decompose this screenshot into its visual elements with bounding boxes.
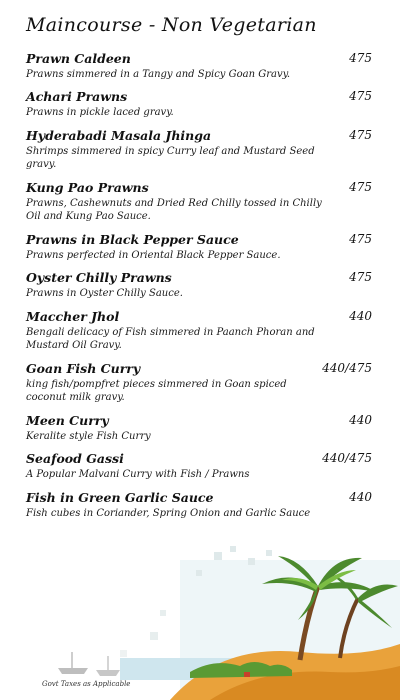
page-title: Maincourse - Non Vegetarian xyxy=(26,14,317,36)
menu-item xyxy=(26,51,376,81)
menu-item xyxy=(26,89,376,119)
menu-item xyxy=(26,490,376,520)
item-description: Keralite style Fish Curry xyxy=(26,431,151,442)
item-description: Prawns simmered in a Tangy and Spicy Goan Gravy. xyxy=(26,69,291,80)
menu-item xyxy=(26,180,376,223)
item-name: Meen Curry xyxy=(26,413,109,428)
item-name: Goan Fish Curry xyxy=(26,361,141,376)
item-price: 440/475 xyxy=(322,451,372,465)
item-description: king fish/pompfret pieces simmered in Goan spiced coconut milk gravy. xyxy=(26,379,287,403)
item-description: Shrimps simmered in spicy Curry leaf and Mustard Seed gravy. xyxy=(26,146,315,170)
item-price: 440/475 xyxy=(322,361,372,375)
item-name: Prawns in Black Pepper Sauce xyxy=(26,232,239,247)
menu-item xyxy=(26,451,376,481)
item-price: 475 xyxy=(349,270,372,284)
item-description: Prawns perfected in Oriental Black Pepper Sauce. xyxy=(26,250,281,261)
item-price: 440 xyxy=(349,309,372,323)
menu-item xyxy=(26,232,376,262)
item-name: Hyderabadi Masala Jhinga xyxy=(26,128,212,143)
item-name: Maccher Jhol xyxy=(26,309,120,324)
item-name: Oyster Chilly Prawns xyxy=(26,270,172,285)
item-name: Prawn Caldeen xyxy=(26,51,131,66)
item-price: 475 xyxy=(349,180,372,194)
item-description: Prawns in Oyster Chilly Sauce. xyxy=(26,288,183,299)
menu-item xyxy=(26,309,376,352)
footer-note: Govt Taxes as Applicable xyxy=(42,680,131,688)
beach-hut-icon xyxy=(244,672,250,677)
item-price: 475 xyxy=(349,51,372,65)
menu-item xyxy=(26,413,376,443)
menu-item xyxy=(26,270,376,300)
item-name: Seafood Gassi xyxy=(26,451,124,466)
item-price: 440 xyxy=(349,413,372,427)
menu-item xyxy=(26,128,376,171)
item-description: A Popular Malvani Curry with Fish / Prawns xyxy=(26,469,250,480)
item-name: Kung Pao Prawns xyxy=(26,180,149,195)
item-price: 475 xyxy=(349,128,372,142)
palm-beach-illustration xyxy=(0,540,400,700)
item-price: 440 xyxy=(349,490,372,504)
item-description: Prawns, Cashewnuts and Dried Red Chilly tossed in Chilly Oil and Kung Pao Sauce. xyxy=(26,198,322,222)
item-price: 475 xyxy=(349,89,372,103)
item-name: Achari Prawns xyxy=(26,89,128,104)
item-description: Fish cubes in Coriander, Spring Onion and Garlic Sauce xyxy=(26,508,311,519)
boat-icon xyxy=(58,652,120,676)
item-description: Prawns in pickle laced gravy. xyxy=(26,107,174,118)
item-description: Bengali delicacy of Fish simmered in Paanch Phoran and Mustard Oil Gravy. xyxy=(26,327,315,351)
item-price: 475 xyxy=(349,232,372,246)
item-name: Fish in Green Garlic Sauce xyxy=(26,490,214,505)
menu-item xyxy=(26,361,376,404)
